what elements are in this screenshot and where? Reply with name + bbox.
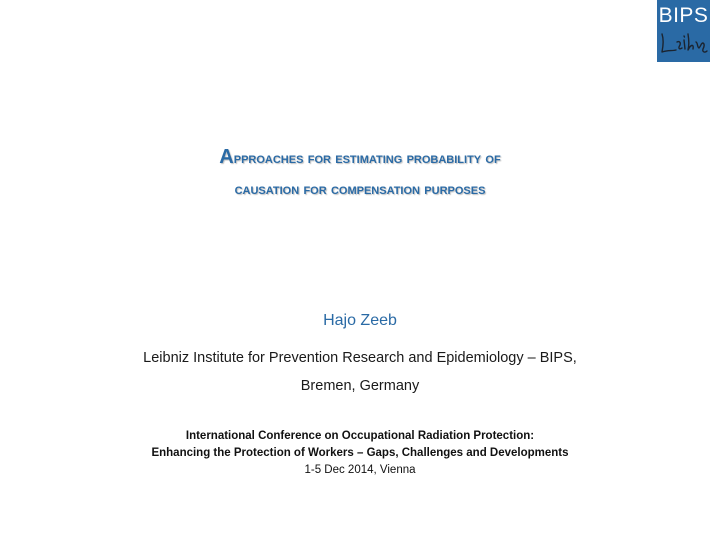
- title-line-1-rest: pproaches for estimating probability of: [233, 150, 501, 167]
- conference-name: International Conference on Occupational Radiation Protection:: [185, 430, 535, 442]
- title-initial: A: [219, 146, 234, 168]
- conference-info: [0, 428, 720, 479]
- title-line-2: causation for compensation purposes: [234, 181, 486, 198]
- conference-date-location: 1-5 Dec 2014, Vienna: [304, 464, 416, 476]
- author-name: Hajo Zeeb: [323, 312, 397, 329]
- affiliation-line-2: Bremen, Germany: [300, 378, 420, 394]
- affiliation: [0, 344, 720, 400]
- bips-leibniz-logo: [657, 0, 710, 62]
- slide-title: [40, 142, 680, 205]
- logo-wordmark: BIPS: [658, 4, 709, 27]
- title-line-1: [40, 142, 680, 174]
- leibniz-signature-icon: [659, 30, 709, 56]
- affiliation-line-1: Leibniz Institute for Prevention Research and Epidemiology – BIPS,: [143, 350, 577, 366]
- conference-subtitle: Enhancing the Protection of Workers – Gaps, Challenges and Developments: [151, 447, 569, 459]
